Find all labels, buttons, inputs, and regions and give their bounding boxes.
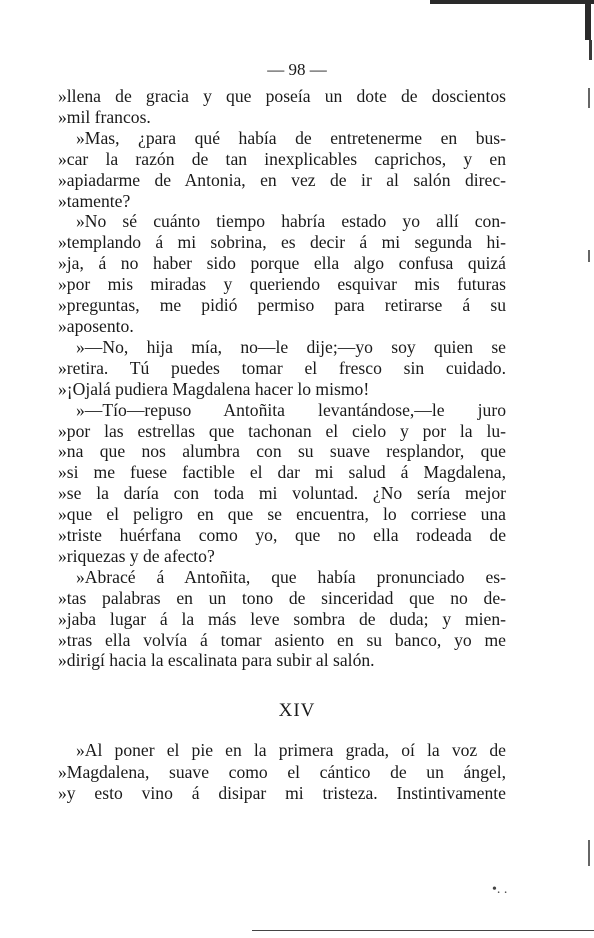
page-number: — 98 — <box>267 60 327 79</box>
text-line: »retira. Tú puedes tomar el fresco sin cuidado. <box>58 357 506 378</box>
text-line: »y esto vino á disipar mi tristeza. Instintivamente <box>58 783 506 803</box>
text-line: »por mis miradas y queriendo esquivar mis futuras <box>58 274 506 295</box>
body-text-top <box>58 86 506 671</box>
text-line: »mil francos. <box>58 106 151 127</box>
page-edge-shadow-right <box>585 0 591 40</box>
text-line: »aposento. <box>58 315 134 336</box>
page-edge-shadow-right-lower <box>589 40 592 60</box>
text-line: »Mas, ¿para qué había de entretenerme en bus- <box>76 127 506 148</box>
bottom-rule <box>252 930 594 931</box>
text-line: »jaba lugar á la más leve sombra de duda; y mien- <box>58 608 506 629</box>
text-line: »se la daría con toda mi voluntad. ¿No sería mejor <box>58 483 506 504</box>
margin-mark <box>588 840 590 866</box>
margin-mark <box>588 88 590 108</box>
text-line: »¡Ojalá pudiera Magdalena hacer lo mismo! <box>58 378 370 399</box>
text-line: »tamente? <box>58 190 131 211</box>
text-line: »ja, á no haber sido porque ella algo confusa quizá <box>58 253 506 274</box>
text-line: »Al poner el pie en la primera grada, oí la voz de <box>76 740 506 760</box>
text-line: »na que nos alumbra con su suave resplandor, que <box>58 441 506 462</box>
text-line: »si me fuese factible el dar mi salud á Magdalena, <box>58 462 506 483</box>
chapter-heading: XIV <box>278 700 316 721</box>
ink-smudge: •. . <box>492 882 508 897</box>
margin-mark <box>588 250 590 262</box>
text-line: »dirigí hacia la escalinata para subir al salón. <box>58 650 375 671</box>
text-line: »preguntas, me pidió permiso para retirarse á su <box>58 295 506 316</box>
text-line: »No sé cuánto tiempo habría estado yo allí con- <box>76 211 506 232</box>
text-line: »Abracé á Antoñita, que había pronunciado es- <box>76 566 506 587</box>
text-line: »riquezas y de afecto? <box>58 545 215 566</box>
text-line: »triste huérfana como yo, que no ella rodeada de <box>58 525 506 546</box>
text-line: »—No, hija mía, no—le dije;—yo soy quien se <box>76 336 506 357</box>
text-line: »—Tío—repuso Antoñita levantándose,—le juro <box>76 399 506 420</box>
text-line: »tras ella volvía á tomar asiento en su banco, yo me <box>58 629 506 650</box>
text-line: »llena de gracia y que poseía un dote de doscientos <box>58 86 506 106</box>
text-line: »Magdalena, suave como el cántico de un ángel, <box>58 761 506 782</box>
text-line: »car la razón de tan inexplicables caprichos, y en <box>58 148 506 169</box>
text-line: »apiadarme de Antonia, en vez de ir al salón direc- <box>58 169 506 190</box>
text-line: »que el peligro en que se encuentra, lo corriese una <box>58 504 506 525</box>
text-line: »por las estrellas que tachonan el cielo y por la lu- <box>58 420 506 441</box>
page-edge-shadow <box>430 0 594 4</box>
text-line: »tas palabras en un tono de sinceridad que no de- <box>58 587 506 608</box>
text-line: »templando á mi sobrina, es decir á mi segunda hi- <box>58 232 506 253</box>
body-text-bottom <box>58 740 506 805</box>
